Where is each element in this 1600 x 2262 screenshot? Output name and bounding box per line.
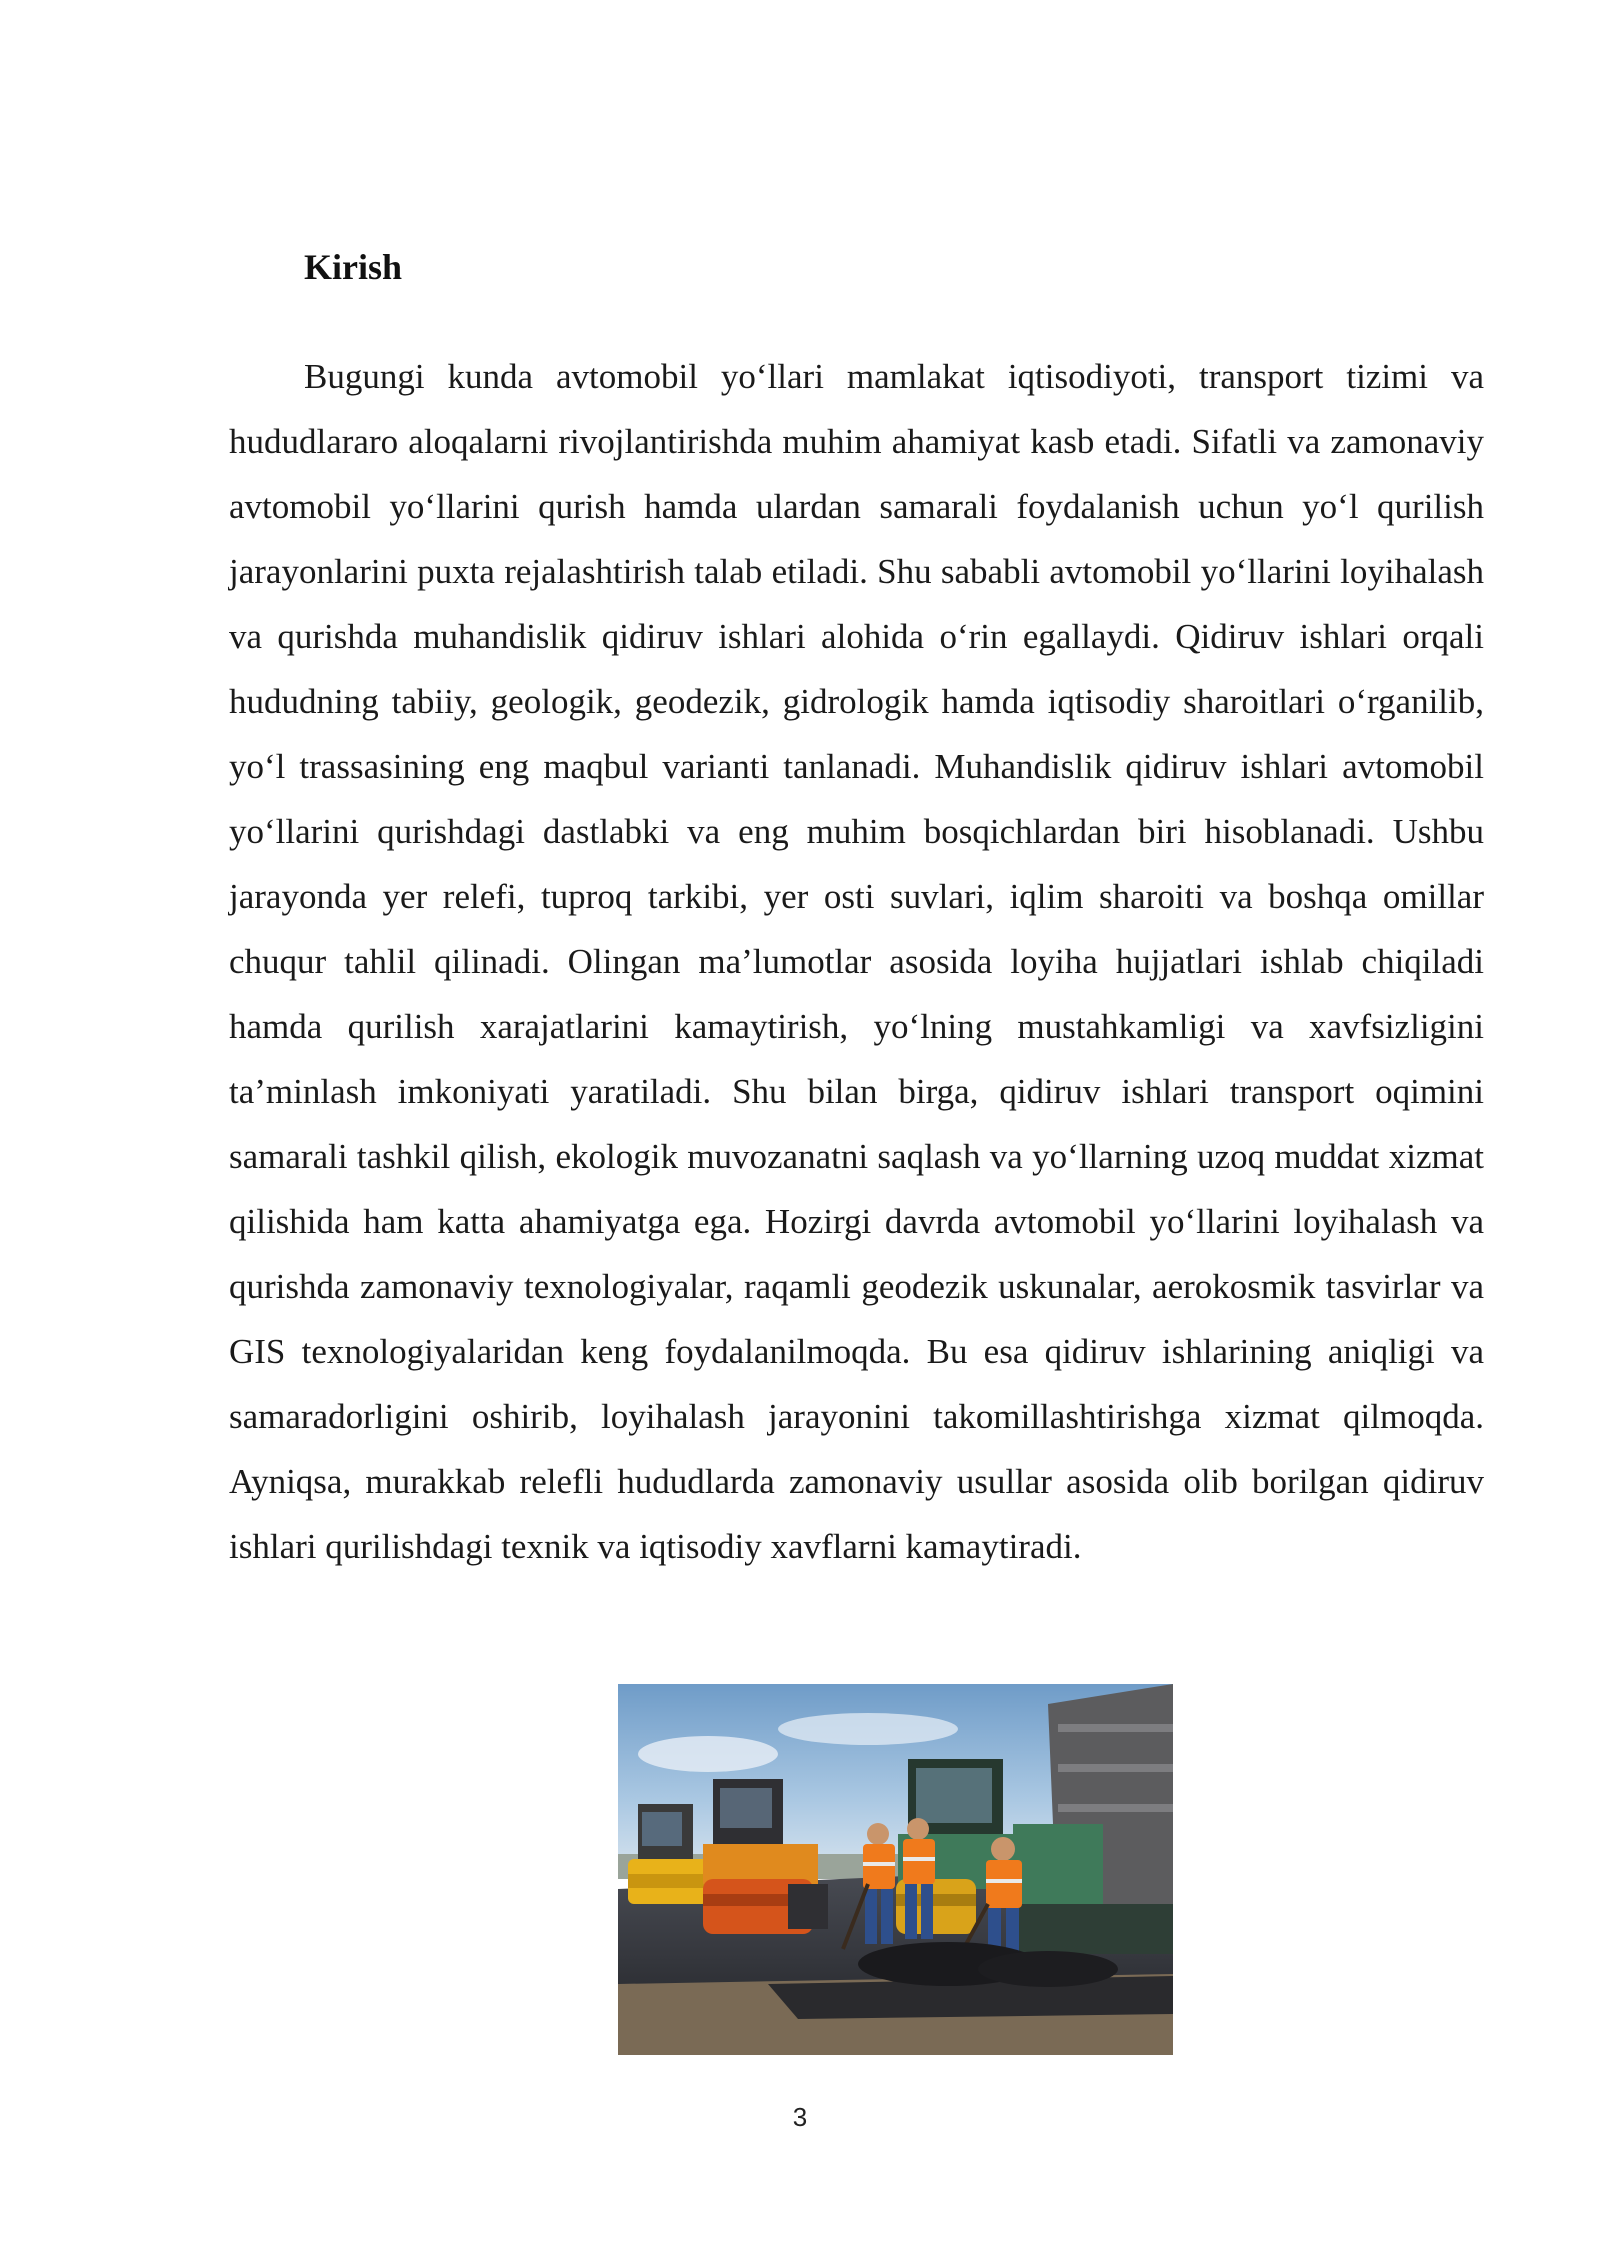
cloud: [638, 1736, 778, 1772]
road-construction-photo: [618, 1684, 1173, 2055]
page-number: 3: [792, 2102, 808, 2132]
section-heading: Kirish: [304, 247, 403, 287]
cloud: [778, 1713, 958, 1745]
asphalt-pile: [978, 1951, 1118, 1987]
road-construction-illustration: [618, 1684, 1173, 2055]
intro-paragraph: Bugungi kunda avtomobil yo‘llari mamlakat iqtisodiyoti, transport tizimi va hududlararo aloqalarni rivojlantirishda muhim ahamiyat kasb etadi. Sifatli va zamonaviy avtomobil yo‘llarini qurish hamda ulardan samarali foydalanish uchun yo‘l qurilish jarayonlarini puxta rejalashtirish talab etiladi. Shu sababli avtomobil yo‘llarini loyihalash va qurishda muhandislik qidiruv ishlari alohida o‘rin egallaydi. Qidiruv ishlari orqali hududning tabiiy, geologik, geodezik, gidrologik hamda iqtisodiy sharoitlari o‘rganilib, yo‘l trassasining eng maqbul varianti tanlanadi. Muhandislik qidiruv ishlari avtomobil yo‘llarini qurishdagi dastlabki va eng muhim bosqichlardan biri hisoblanadi. Ushbu jarayonda yer relefi, tuproq tarkibi, yer osti suvlari, iqlim sharoiti va boshqa omillar chuqur tahlil qilinadi. Olingan ma’lumotlar asosida loyiha hujjatlari ishlab chiqiladi hamda qurilish xarajatlarini kamaytirish, yo‘lning mustahkamligi va xavfsizligini ta’minlash imkoniyati yaratiladi. Shu bilan birga, qidiruv ishlari transport oqimini samarali tashkil qilish, ekologik muvozanatni saqlash va yo‘llarning uzoq muddat xizmat qilishida ham katta ahamiyatga ega. Hozirgi davrda avtomobil yo‘llarini loyihalash va qurishda zamonaviy texnologiyalar, raqamli geodezik uskunalar, aerokosmik tasvirlar va GIS texnologiyalaridan keng foydalanilmoqda. Bu esa qidiruv ishlarining aniqligi va samaradorligini oshirib, loyihalash jarayonini takomillashtirishga xizmat qilmoqda. Ayniqsa, murakkab relefli hududlarda zamonaviy usullar asosida olib borilgan qidiruv ishlari qurilishdagi texnik va iqtisodiy xavflarni kamaytiradi.: [229, 357, 1484, 1566]
